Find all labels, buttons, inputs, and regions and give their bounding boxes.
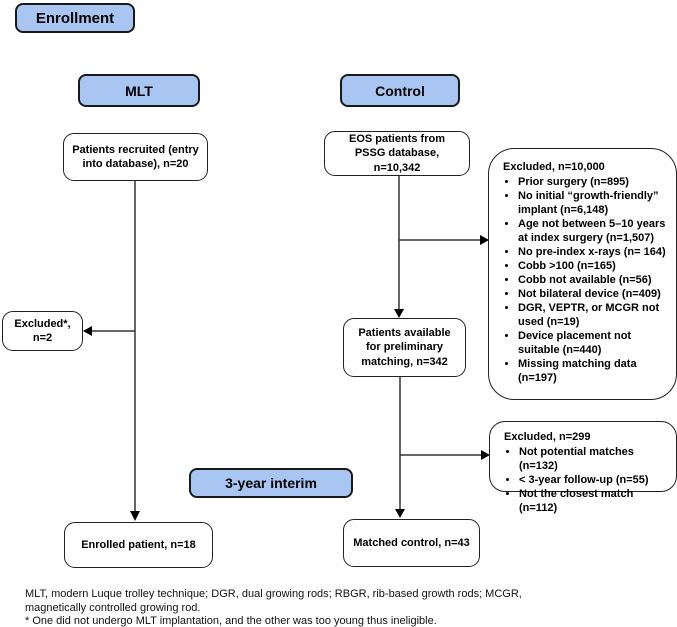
enrollment-stage-label: Enrollment <box>15 3 135 33</box>
excluded-item: • Device placement not suitable (n=440) <box>518 329 666 357</box>
mlt-arm-label: MLT <box>78 74 200 107</box>
excluded-item: • No pre-index x-rays (n= 164) <box>518 245 666 259</box>
excluded-item: • Not the closest match (n=112) <box>519 487 666 515</box>
excluded-item: • No initial “growth-friendly” implant (n=6,148) <box>518 189 666 217</box>
excluded-large-title: Excluded, n=10,000 <box>503 161 605 173</box>
arrowhead-matched <box>395 509 405 518</box>
control-arm-label: Control <box>340 74 460 107</box>
excluded-mlt-box: Excluded*, n=2 <box>2 311 83 351</box>
excluded-large-list <box>503 175 666 385</box>
footnote-abbreviations-line2: magnetically controlled growing rod. <box>25 601 201 614</box>
excluded-item: • Not bilateral device (n=409) <box>518 287 666 301</box>
arrowhead-enrolled <box>130 511 140 521</box>
excluded-item: • Age not between 5–10 years at index surgery (n=1,507) <box>518 217 666 245</box>
excluded-item: • Cobb not available (n=56) <box>518 273 666 287</box>
excluded-match-title: Excluded, n=299 <box>504 431 591 443</box>
patients-available-box: Patients available for preliminary matching, n=342 <box>343 318 466 377</box>
interim-stage-label: 3-year interim <box>189 468 353 498</box>
excluded-match-box <box>489 421 677 514</box>
footnote-asterisk: * One did not undergo MLT implantation, and the other was too young thus ineligible. <box>25 615 437 627</box>
excluded-item: • Missing matching data (n=197) <box>518 357 666 385</box>
eos-patients-box: EOS patients from PSSG database, n=10,342 <box>324 131 470 176</box>
excluded-item: • Cobb >100 (n=165) <box>518 259 666 273</box>
excluded-item: • DGR, VEPTR, or MCGR not used (n=19) <box>518 301 666 329</box>
enrolled-patient-box: Enrolled patient, n=18 <box>64 522 213 568</box>
matched-control-box: Matched control, n=43 <box>343 519 480 567</box>
arrowhead-excluded-mlt <box>83 326 92 336</box>
excluded-item: • Not potential matches (n=132) <box>519 445 666 473</box>
arrowhead-available <box>394 309 404 318</box>
footnote-abbreviations-line1: MLT, modern Luque trolley technique; DGR, dual growing rods; RBGR, rib-based growth rods; MCGR, <box>25 588 522 600</box>
excluded-large-box <box>488 148 677 400</box>
footnotes <box>25 588 655 627</box>
excluded-item: • < 3-year follow-up (n=55) <box>519 473 666 487</box>
patients-recruited-box: Patients recruited (entry into database), n=20 <box>63 133 208 181</box>
excluded-match-list <box>504 445 666 515</box>
excluded-item: • Prior surgery (n=895) <box>518 175 666 189</box>
